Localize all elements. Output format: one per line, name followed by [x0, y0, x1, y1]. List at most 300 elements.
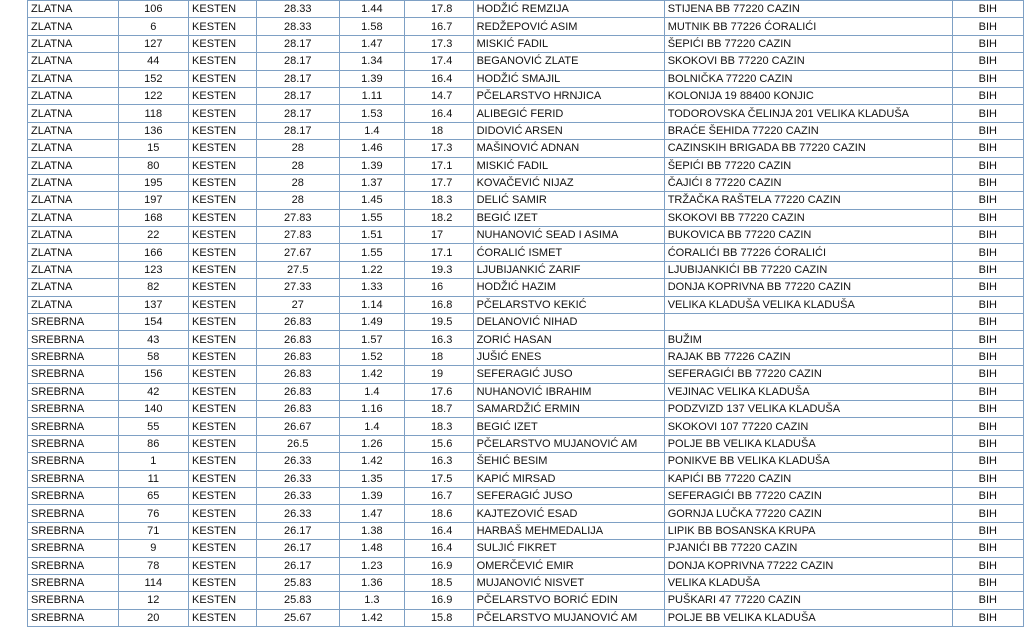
address-cell: VELIKA KLADUŠA: [664, 574, 952, 591]
entry-number-cell: 106: [118, 1, 188, 18]
producer-name-cell: DIDOVIĆ ARSEN: [473, 122, 664, 139]
value-one-cell: 1.34: [339, 53, 404, 70]
value-one-cell: 1.57: [339, 331, 404, 348]
entry-number-cell: 55: [118, 418, 188, 435]
country-cell: BIH: [952, 470, 1023, 487]
entry-number-cell: 11: [118, 470, 188, 487]
score-cell: 28.17: [256, 35, 339, 52]
honey-type-cell: KESTEN: [189, 487, 257, 504]
table-row: [28, 18, 1024, 35]
honey-type-cell: KESTEN: [189, 1, 257, 18]
value-one-cell: 1.47: [339, 35, 404, 52]
score-cell: 25.83: [256, 592, 339, 609]
medal-cell: SREBRNA: [28, 557, 119, 574]
honey-type-cell: KESTEN: [189, 540, 257, 557]
entry-number-cell: 1: [118, 453, 188, 470]
country-cell: BIH: [952, 487, 1023, 504]
value-one-cell: 1.42: [339, 453, 404, 470]
honey-type-cell: KESTEN: [189, 314, 257, 331]
address-cell: ĆORALIĆI BB 77226 ĆORALIĆI: [664, 244, 952, 261]
honey-type-cell: KESTEN: [189, 296, 257, 313]
medal-cell: SREBRNA: [28, 574, 119, 591]
honey-type-cell: KESTEN: [189, 70, 257, 87]
table-row: [28, 140, 1024, 157]
address-cell: POLJE BB VELIKA KLADUŠA: [664, 435, 952, 452]
table-row: [28, 279, 1024, 296]
country-cell: BIH: [952, 296, 1023, 313]
score-cell: 27.83: [256, 209, 339, 226]
address-cell: PODZVIZD 137 VELIKA KLADUŠA: [664, 400, 952, 417]
value-one-cell: 1.44: [339, 1, 404, 18]
value-two-cell: 17.1: [404, 157, 473, 174]
value-two-cell: 15.6: [404, 435, 473, 452]
table-row: [28, 592, 1024, 609]
value-two-cell: 16.7: [404, 18, 473, 35]
value-two-cell: 18.6: [404, 505, 473, 522]
country-cell: BIH: [952, 105, 1023, 122]
value-one-cell: 1.51: [339, 227, 404, 244]
producer-name-cell: PČELARSTVO MUJANOVIĆ AM: [473, 435, 664, 452]
producer-name-cell: BEGIĆ IZET: [473, 209, 664, 226]
honey-type-cell: KESTEN: [189, 400, 257, 417]
score-cell: 27: [256, 296, 339, 313]
country-cell: BIH: [952, 557, 1023, 574]
producer-name-cell: NUHANOVIĆ SEAD I ASIMA: [473, 227, 664, 244]
producer-name-cell: ŠEHIĆ BESIM: [473, 453, 664, 470]
producer-name-cell: BEGANOVIĆ ZLATE: [473, 53, 664, 70]
medal-cell: ZLATNA: [28, 70, 119, 87]
score-cell: 28: [256, 174, 339, 191]
score-cell: 28: [256, 192, 339, 209]
medal-cell: ZLATNA: [28, 35, 119, 52]
country-cell: BIH: [952, 331, 1023, 348]
address-cell: CAZINSKIH BRIGADA BB 77220 CAZIN: [664, 140, 952, 157]
producer-name-cell: SEFERAGIĆ JUSO: [473, 487, 664, 504]
medal-cell: ZLATNA: [28, 1, 119, 18]
address-cell: SKOKOVI BB 77220 CAZIN: [664, 53, 952, 70]
value-two-cell: 16.8: [404, 296, 473, 313]
producer-name-cell: DELANOVIĆ NIHAD: [473, 314, 664, 331]
score-cell: 26.33: [256, 487, 339, 504]
producer-name-cell: PČELARSTVO KEKIĆ: [473, 296, 664, 313]
country-cell: BIH: [952, 522, 1023, 539]
medal-cell: SREBRNA: [28, 540, 119, 557]
entry-number-cell: 78: [118, 557, 188, 574]
address-cell: KOLONIJA 19 88400 KONJIC: [664, 87, 952, 104]
value-one-cell: 1.4: [339, 418, 404, 435]
country-cell: BIH: [952, 348, 1023, 365]
value-one-cell: 1.38: [339, 522, 404, 539]
value-two-cell: 17.4: [404, 53, 473, 70]
honey-type-cell: KESTEN: [189, 279, 257, 296]
address-cell: SKOKOVI 107 77220 CAZIN: [664, 418, 952, 435]
value-one-cell: 1.22: [339, 261, 404, 278]
score-cell: 28.33: [256, 18, 339, 35]
honey-type-cell: KESTEN: [189, 35, 257, 52]
medal-cell: SREBRNA: [28, 366, 119, 383]
value-two-cell: 17.3: [404, 35, 473, 52]
value-two-cell: 18.5: [404, 574, 473, 591]
table-row: [28, 261, 1024, 278]
score-cell: 26.83: [256, 331, 339, 348]
value-two-cell: 17.5: [404, 470, 473, 487]
value-two-cell: 19.5: [404, 314, 473, 331]
value-two-cell: 18: [404, 122, 473, 139]
country-cell: BIH: [952, 418, 1023, 435]
table-row: [28, 35, 1024, 52]
table-row: [28, 227, 1024, 244]
medal-cell: ZLATNA: [28, 18, 119, 35]
value-one-cell: 1.3: [339, 592, 404, 609]
value-two-cell: 18.2: [404, 209, 473, 226]
value-two-cell: 17.1: [404, 244, 473, 261]
honey-type-cell: KESTEN: [189, 261, 257, 278]
address-cell: TRŽAČKA RAŠTELA 77220 CAZIN: [664, 192, 952, 209]
address-cell: KAPIĆI BB 77220 CAZIN: [664, 470, 952, 487]
producer-name-cell: SEFERAGIĆ JUSO: [473, 366, 664, 383]
address-cell: VELIKA KLADUŠA VELIKA KLADUŠA: [664, 296, 952, 313]
medal-cell: SREBRNA: [28, 487, 119, 504]
value-one-cell: 1.11: [339, 87, 404, 104]
value-two-cell: 17.3: [404, 140, 473, 157]
producer-name-cell: MAŠINOVIĆ ADNAN: [473, 140, 664, 157]
producer-name-cell: DELIĆ SAMIR: [473, 192, 664, 209]
country-cell: BIH: [952, 209, 1023, 226]
table-row: [28, 400, 1024, 417]
medal-cell: ZLATNA: [28, 192, 119, 209]
medal-cell: SREBRNA: [28, 592, 119, 609]
entry-number-cell: 168: [118, 209, 188, 226]
table-row: [28, 418, 1024, 435]
honey-type-cell: KESTEN: [189, 383, 257, 400]
table-row: [28, 435, 1024, 452]
producer-name-cell: MISKIĆ FADIL: [473, 35, 664, 52]
score-cell: 26.83: [256, 314, 339, 331]
medal-cell: ZLATNA: [28, 296, 119, 313]
value-one-cell: 1.55: [339, 209, 404, 226]
table-row: [28, 174, 1024, 191]
address-cell: ČAJIĆI 8 77220 CAZIN: [664, 174, 952, 191]
honey-type-cell: KESTEN: [189, 348, 257, 365]
table-row: [28, 70, 1024, 87]
medal-cell: ZLATNA: [28, 174, 119, 191]
table-row: [28, 470, 1024, 487]
score-cell: 28.33: [256, 1, 339, 18]
entry-number-cell: 65: [118, 487, 188, 504]
producer-name-cell: SAMARDŽIĆ ERMIN: [473, 400, 664, 417]
producer-name-cell: HODŽIĆ HAZIM: [473, 279, 664, 296]
table-row: [28, 1, 1024, 18]
address-cell: PJANIĆI BB 77220 CAZIN: [664, 540, 952, 557]
score-cell: 27.67: [256, 244, 339, 261]
address-cell: PUŠKARI 47 77220 CAZIN: [664, 592, 952, 609]
country-cell: BIH: [952, 1, 1023, 18]
country-cell: BIH: [952, 35, 1023, 52]
table-row: [28, 53, 1024, 70]
address-cell: SEFERAGIĆI BB 77220 CAZIN: [664, 487, 952, 504]
score-cell: 28.17: [256, 70, 339, 87]
score-cell: 27.5: [256, 261, 339, 278]
medal-cell: ZLATNA: [28, 140, 119, 157]
entry-number-cell: 137: [118, 296, 188, 313]
value-one-cell: 1.37: [339, 174, 404, 191]
honey-type-cell: KESTEN: [189, 18, 257, 35]
table-row: [28, 105, 1024, 122]
entry-number-cell: 156: [118, 366, 188, 383]
honey-type-cell: KESTEN: [189, 592, 257, 609]
producer-name-cell: ALIBEGIĆ FERID: [473, 105, 664, 122]
value-two-cell: 16.7: [404, 487, 473, 504]
medal-cell: ZLATNA: [28, 122, 119, 139]
score-cell: 26.33: [256, 470, 339, 487]
entry-number-cell: 140: [118, 400, 188, 417]
value-two-cell: 18.7: [404, 400, 473, 417]
score-cell: 27.83: [256, 227, 339, 244]
honey-type-cell: KESTEN: [189, 609, 257, 626]
value-one-cell: 1.39: [339, 70, 404, 87]
honey-type-cell: KESTEN: [189, 209, 257, 226]
country-cell: BIH: [952, 574, 1023, 591]
country-cell: BIH: [952, 505, 1023, 522]
value-one-cell: 1.58: [339, 18, 404, 35]
address-cell: BUŽIM: [664, 331, 952, 348]
table-row: [28, 209, 1024, 226]
medal-cell: ZLATNA: [28, 87, 119, 104]
entry-number-cell: 42: [118, 383, 188, 400]
producer-name-cell: MISKIĆ FADIL: [473, 157, 664, 174]
country-cell: BIH: [952, 366, 1023, 383]
medal-cell: SREBRNA: [28, 331, 119, 348]
value-two-cell: 16: [404, 279, 473, 296]
country-cell: BIH: [952, 592, 1023, 609]
country-cell: BIH: [952, 140, 1023, 157]
producer-name-cell: LJUBIJANKIĆ ZARIF: [473, 261, 664, 278]
score-cell: 26.67: [256, 418, 339, 435]
entry-number-cell: 127: [118, 35, 188, 52]
medal-cell: ZLATNA: [28, 244, 119, 261]
medal-cell: SREBRNA: [28, 522, 119, 539]
value-one-cell: 1.42: [339, 366, 404, 383]
table-row: [28, 87, 1024, 104]
country-cell: BIH: [952, 122, 1023, 139]
value-two-cell: 16.4: [404, 522, 473, 539]
score-cell: 26.33: [256, 453, 339, 470]
score-cell: 26.83: [256, 400, 339, 417]
country-cell: BIH: [952, 244, 1023, 261]
honey-type-cell: KESTEN: [189, 418, 257, 435]
honey-type-cell: KESTEN: [189, 505, 257, 522]
score-cell: 26.83: [256, 348, 339, 365]
table-row: [28, 609, 1024, 626]
producer-name-cell: HARBAŠ MEHMEDALIJA: [473, 522, 664, 539]
value-two-cell: 18.3: [404, 418, 473, 435]
table-body: [28, 1, 1024, 627]
table-row: [28, 574, 1024, 591]
entry-number-cell: 152: [118, 70, 188, 87]
value-one-cell: 1.4: [339, 383, 404, 400]
address-cell: [664, 314, 952, 331]
address-cell: BRAĆE ŠEHIDA 77220 CAZIN: [664, 122, 952, 139]
score-cell: 28.17: [256, 105, 339, 122]
medal-cell: SREBRNA: [28, 453, 119, 470]
country-cell: BIH: [952, 87, 1023, 104]
address-cell: RAJAK BB 77226 CAZIN: [664, 348, 952, 365]
table-row: [28, 331, 1024, 348]
score-cell: 28: [256, 140, 339, 157]
producer-name-cell: KOVAČEVIĆ NIJAZ: [473, 174, 664, 191]
value-one-cell: 1.55: [339, 244, 404, 261]
value-one-cell: 1.35: [339, 470, 404, 487]
value-one-cell: 1.39: [339, 157, 404, 174]
medal-cell: SREBRNA: [28, 400, 119, 417]
table-row: [28, 540, 1024, 557]
table-row: [28, 487, 1024, 504]
honey-type-cell: KESTEN: [189, 192, 257, 209]
honey-type-cell: KESTEN: [189, 227, 257, 244]
producer-name-cell: PČELARSTVO MUJANOVIĆ AM: [473, 609, 664, 626]
entry-number-cell: 43: [118, 331, 188, 348]
value-one-cell: 1.39: [339, 487, 404, 504]
honey-type-cell: KESTEN: [189, 366, 257, 383]
value-one-cell: 1.14: [339, 296, 404, 313]
entry-number-cell: 123: [118, 261, 188, 278]
country-cell: BIH: [952, 540, 1023, 557]
table-row: [28, 557, 1024, 574]
medal-cell: ZLATNA: [28, 53, 119, 70]
medal-cell: ZLATNA: [28, 261, 119, 278]
producer-name-cell: HODŽIĆ REMZIJA: [473, 1, 664, 18]
score-cell: 26.17: [256, 522, 339, 539]
table-row: [28, 505, 1024, 522]
medal-cell: ZLATNA: [28, 105, 119, 122]
address-cell: ŠEPIĆI BB 77220 CAZIN: [664, 157, 952, 174]
value-two-cell: 16.3: [404, 331, 473, 348]
address-cell: BOLNIČKA 77220 CAZIN: [664, 70, 952, 87]
country-cell: BIH: [952, 383, 1023, 400]
value-two-cell: 17.8: [404, 1, 473, 18]
score-cell: 28.17: [256, 53, 339, 70]
producer-name-cell: ZORIĆ HASAN: [473, 331, 664, 348]
medal-cell: SREBRNA: [28, 383, 119, 400]
score-cell: 26.5: [256, 435, 339, 452]
value-two-cell: 18: [404, 348, 473, 365]
results-table: [27, 0, 1024, 627]
entry-number-cell: 166: [118, 244, 188, 261]
country-cell: BIH: [952, 70, 1023, 87]
medal-cell: SREBRNA: [28, 470, 119, 487]
honey-type-cell: KESTEN: [189, 105, 257, 122]
medal-cell: SREBRNA: [28, 435, 119, 452]
value-one-cell: 1.45: [339, 192, 404, 209]
address-cell: PONIKVE BB VELIKA KLADUŠA: [664, 453, 952, 470]
honey-type-cell: KESTEN: [189, 331, 257, 348]
value-one-cell: 1.4: [339, 122, 404, 139]
producer-name-cell: PČELARSTVO HRNJICA: [473, 87, 664, 104]
country-cell: BIH: [952, 174, 1023, 191]
country-cell: BIH: [952, 18, 1023, 35]
country-cell: BIH: [952, 400, 1023, 417]
score-cell: 28.17: [256, 87, 339, 104]
score-cell: 25.67: [256, 609, 339, 626]
table-row: [28, 453, 1024, 470]
medal-cell: ZLATNA: [28, 157, 119, 174]
country-cell: BIH: [952, 261, 1023, 278]
value-two-cell: 16.4: [404, 540, 473, 557]
address-cell: LJUBIJANKIĆI BB 77220 CAZIN: [664, 261, 952, 278]
producer-name-cell: KAPIĆ MIRSAD: [473, 470, 664, 487]
honey-type-cell: KESTEN: [189, 522, 257, 539]
country-cell: BIH: [952, 314, 1023, 331]
value-one-cell: 1.23: [339, 557, 404, 574]
address-cell: MUTNIK BB 77226 ĆORALIĆI: [664, 18, 952, 35]
value-two-cell: 15.8: [404, 609, 473, 626]
country-cell: BIH: [952, 453, 1023, 470]
value-one-cell: 1.49: [339, 314, 404, 331]
producer-name-cell: MUJANOVIĆ NISVET: [473, 574, 664, 591]
address-cell: VEJINAC VELIKA KLADUŠA: [664, 383, 952, 400]
address-cell: ŠEPIĆI BB 77220 CAZIN: [664, 35, 952, 52]
country-cell: BIH: [952, 435, 1023, 452]
value-one-cell: 1.26: [339, 435, 404, 452]
country-cell: BIH: [952, 227, 1023, 244]
table-row: [28, 366, 1024, 383]
producer-name-cell: JUŠIĆ ENES: [473, 348, 664, 365]
value-two-cell: 14.7: [404, 87, 473, 104]
value-one-cell: 1.46: [339, 140, 404, 157]
value-two-cell: 16.4: [404, 70, 473, 87]
value-two-cell: 16.3: [404, 453, 473, 470]
medal-cell: ZLATNA: [28, 279, 119, 296]
entry-number-cell: 122: [118, 87, 188, 104]
producer-name-cell: BEGIĆ IZET: [473, 418, 664, 435]
value-one-cell: 1.42: [339, 609, 404, 626]
entry-number-cell: 197: [118, 192, 188, 209]
entry-number-cell: 71: [118, 522, 188, 539]
honey-type-cell: KESTEN: [189, 574, 257, 591]
score-cell: 28: [256, 157, 339, 174]
table-row: [28, 157, 1024, 174]
table-row: [28, 122, 1024, 139]
entry-number-cell: 154: [118, 314, 188, 331]
producer-name-cell: ĆORALIĆ ISMET: [473, 244, 664, 261]
value-two-cell: 16.9: [404, 592, 473, 609]
address-cell: POLJE BB VELIKA KLADUŠA: [664, 609, 952, 626]
score-cell: 26.83: [256, 383, 339, 400]
honey-type-cell: KESTEN: [189, 157, 257, 174]
producer-name-cell: HODŽIĆ SMAJIL: [473, 70, 664, 87]
value-one-cell: 1.53: [339, 105, 404, 122]
honey-type-cell: KESTEN: [189, 122, 257, 139]
value-one-cell: 1.36: [339, 574, 404, 591]
medal-cell: SREBRNA: [28, 418, 119, 435]
medal-cell: SREBRNA: [28, 609, 119, 626]
entry-number-cell: 58: [118, 348, 188, 365]
entry-number-cell: 44: [118, 53, 188, 70]
entry-number-cell: 118: [118, 105, 188, 122]
value-two-cell: 19: [404, 366, 473, 383]
entry-number-cell: 12: [118, 592, 188, 609]
country-cell: BIH: [952, 53, 1023, 70]
value-one-cell: 1.33: [339, 279, 404, 296]
value-one-cell: 1.16: [339, 400, 404, 417]
medal-cell: ZLATNA: [28, 209, 119, 226]
address-cell: STIJENA BB 77220 CAZIN: [664, 1, 952, 18]
honey-type-cell: KESTEN: [189, 174, 257, 191]
medal-cell: ZLATNA: [28, 227, 119, 244]
producer-name-cell: REDŽEPOVIĆ ASIM: [473, 18, 664, 35]
value-one-cell: 1.47: [339, 505, 404, 522]
table-row: [28, 383, 1024, 400]
